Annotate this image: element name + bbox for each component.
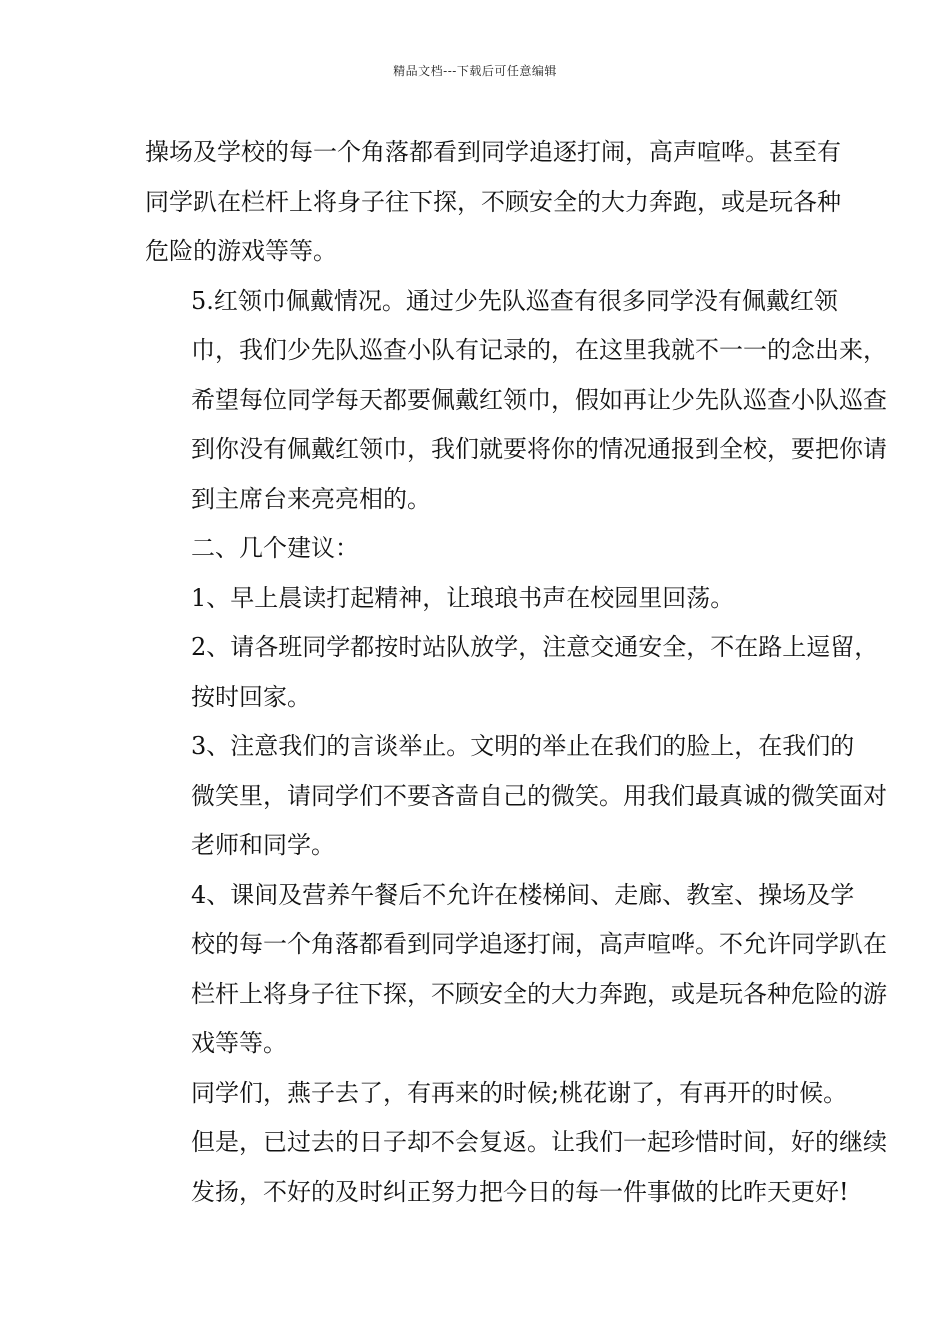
suggestion-1 <box>145 574 835 624</box>
document-body <box>145 128 887 1217</box>
text-line: 按时回家。 <box>191 682 311 711</box>
text-line: 老师和同学。 <box>191 831 335 859</box>
text-line: 微笑里，请同学们不要吝啬自己的微笑。用我们最真诚的微笑面对 <box>191 781 887 810</box>
closing-paragraph <box>145 1069 887 1218</box>
text-line: 危险的游戏等等。 <box>145 237 337 265</box>
text-line: 发扬，不好的及时纠正努力把今日的每一件事做的比昨天更好! <box>191 1177 849 1206</box>
suggestion-2 <box>145 623 879 722</box>
text-line: 希望每位同学每天都要佩戴红领巾，假如再让少先队巡查小队巡查 <box>191 385 887 414</box>
text-line: 但是，已过去的日子却不会复返。让我们一起珍惜时间，好的继续 <box>191 1128 887 1156</box>
text-line: 栏杆上将身子往下探，不顾安全的大力奔跑，或是玩各种危险的游 <box>191 979 887 1008</box>
text-line: 3、注意我们的言谈举止。文明的举止在我们的脸上，在我们的 <box>191 732 855 760</box>
text-line: 巾，我们少先队巡查小队有记录的，在这里我就不一一的念出来， <box>191 336 887 364</box>
text-line: 同学趴在栏杆上将身子往下探，不顾安全的大力奔跑，或是玩各种 <box>145 187 841 216</box>
text-line: 同学们，燕子去了，有再来的时候;桃花谢了，有再开的时候。 <box>191 1078 848 1107</box>
section-heading <box>145 524 835 574</box>
text-line: 二、几个建议： <box>191 534 359 562</box>
text-line: 到主席台来亮亮相的。 <box>191 484 431 513</box>
text-line: 2、请各班同学都按时站队放学，注意交通安全，不在路上逗留， <box>191 633 879 661</box>
text-line: 1、早上晨读打起精神，让琅琅书声在校园里回荡。 <box>191 583 735 612</box>
text-line: 5.红领巾佩戴情况。通过少先队巡查有很多同学没有佩戴红领 <box>191 286 838 315</box>
text-line: 到你没有佩戴红领巾，我们就要将你的情况通报到全校，要把你请 <box>191 435 887 463</box>
page-header: 精品文档---下载后可任意编辑 <box>393 64 557 78</box>
text-line: 戏等等。 <box>191 1029 287 1057</box>
suggestion-3 <box>145 722 887 871</box>
text-line: 校的每一个角落都看到同学追逐打闹，高声喧哗。不允许同学趴在 <box>191 930 887 958</box>
suggestion-4 <box>145 871 887 1069</box>
paragraph-continuation <box>145 128 841 277</box>
text-line: 操场及学校的每一个角落都看到同学追逐打闹，高声喧哗。甚至有 <box>145 138 841 166</box>
paragraph-red-scarf <box>145 277 887 525</box>
text-line: 4、课间及营养午餐后不允许在楼梯间、走廊、教室、操场及学 <box>191 880 855 909</box>
